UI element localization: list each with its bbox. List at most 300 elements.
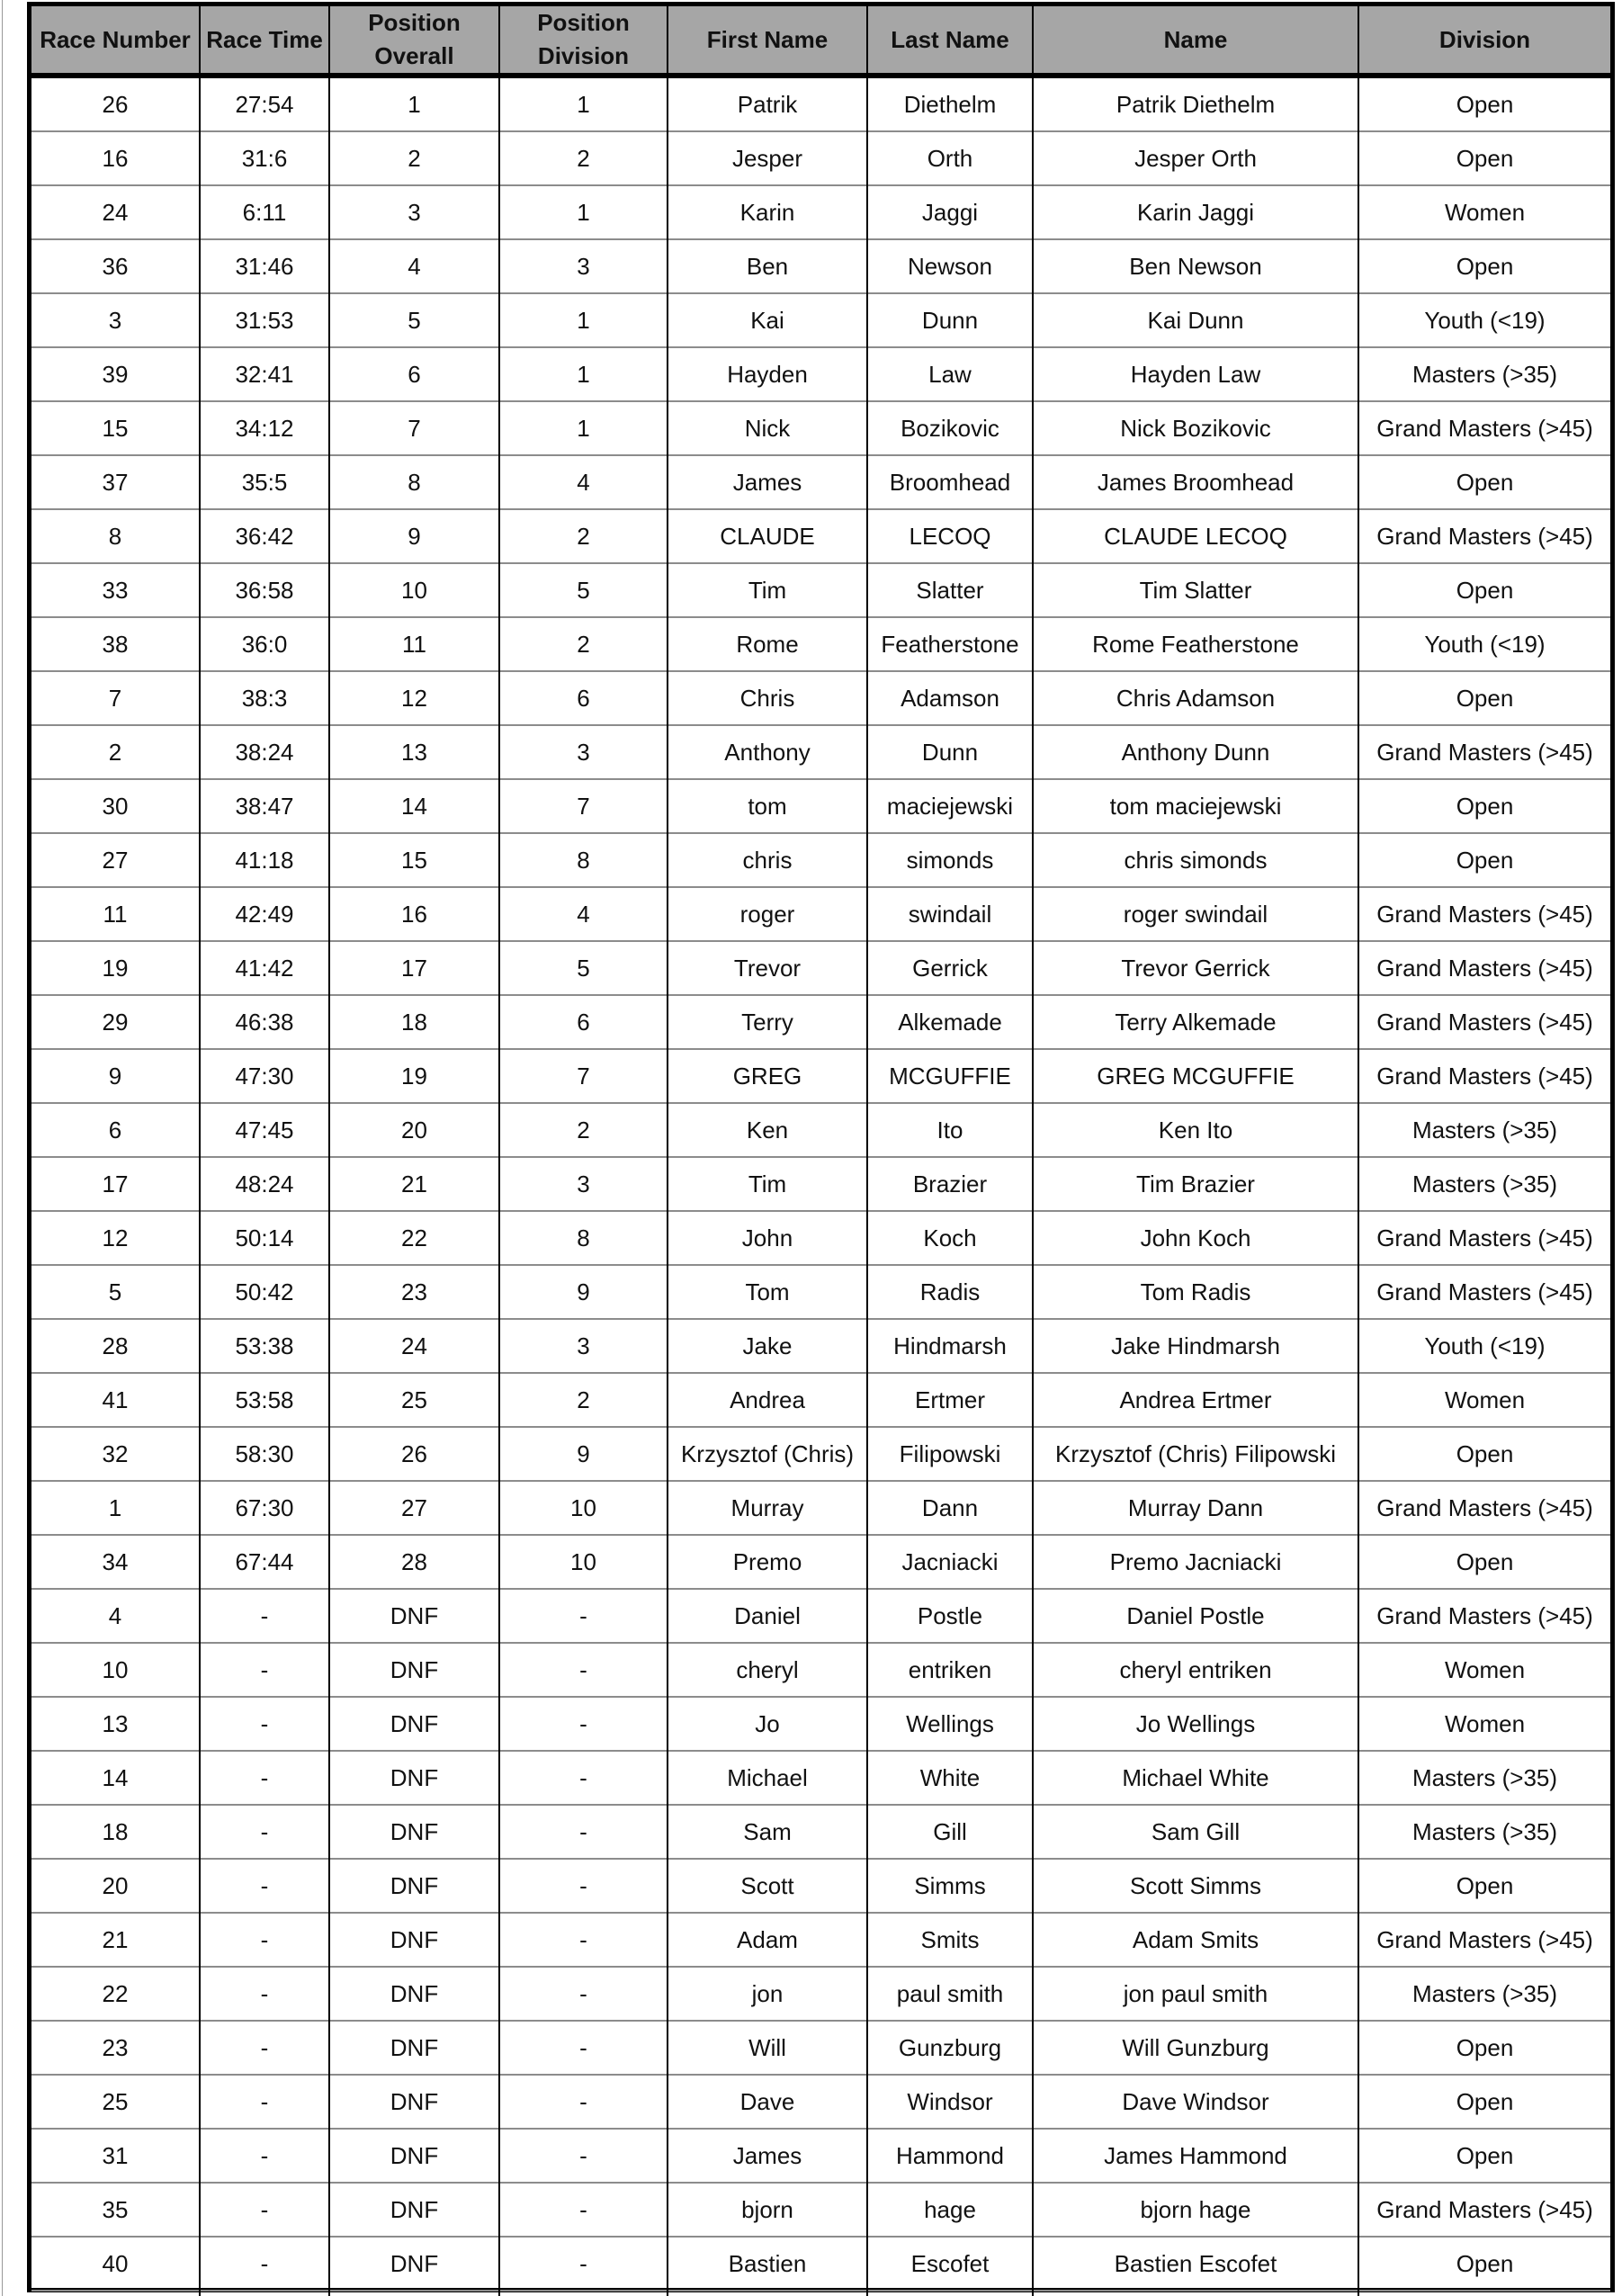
division-cell: Women — [1358, 1643, 1610, 1697]
table-row — [31, 1535, 1610, 1589]
header-name — [1033, 6, 1358, 76]
race-number-cell: 39 — [31, 347, 200, 401]
table-row — [31, 1427, 1610, 1481]
name-cell: Adam Smits — [1033, 1913, 1358, 1967]
division-cell: Grand Masters (>45) — [1358, 509, 1610, 563]
table-row — [31, 1589, 1610, 1643]
table-row — [31, 1049, 1610, 1103]
table-row — [31, 1481, 1610, 1535]
position-overall-cell: DNF — [329, 1913, 499, 1967]
header-position-overall — [329, 6, 499, 76]
race-time-cell: 46:38 — [200, 995, 329, 1049]
first-name-cell: Nick — [668, 401, 867, 455]
header-row — [31, 6, 1610, 76]
race-time-cell: 47:30 — [200, 1049, 329, 1103]
table-row — [31, 1103, 1610, 1157]
position-division-cell: 3 — [499, 239, 668, 293]
position-division-cell: 2 — [499, 131, 668, 185]
position-division-cell: 3 — [499, 725, 668, 779]
table-row — [31, 1157, 1610, 1211]
first-name-cell: Will — [668, 2021, 867, 2075]
race-time-cell: 6:11 — [200, 185, 329, 239]
position-division-cell: 9 — [499, 1265, 668, 1319]
last-name-cell: MCGUFFIE — [867, 1049, 1033, 1103]
name-cell: tom maciejewski — [1033, 779, 1358, 833]
division-cell: Grand Masters (>45) — [1358, 1913, 1610, 1967]
position-overall-cell: DNF — [329, 1697, 499, 1751]
name-cell: roger swindail — [1033, 887, 1358, 941]
header-position-division — [499, 6, 668, 76]
last-name-cell — [867, 2291, 1033, 2296]
race-time-cell: 67:30 — [200, 1481, 329, 1535]
race-number-cell: 14 — [31, 1751, 200, 1805]
position-overall-cell — [329, 2291, 499, 2296]
last-name-cell: Newson — [867, 239, 1033, 293]
position-overall-cell: 18 — [329, 995, 499, 1049]
race-time-cell: 50:42 — [200, 1265, 329, 1319]
position-overall-cell: 23 — [329, 1265, 499, 1319]
name-cell: Rome Featherstone — [1033, 617, 1358, 671]
race-number-cell: 16 — [31, 131, 200, 185]
division-cell: Grand Masters (>45) — [1358, 1589, 1610, 1643]
position-division-cell: 1 — [499, 185, 668, 239]
first-name-cell: Jake — [668, 1319, 867, 1373]
position-overall-cell: 24 — [329, 1319, 499, 1373]
race-number-cell: 26 — [102, 90, 129, 118]
name-cell: chris simonds — [1033, 833, 1358, 887]
position-overall-cell: 3 — [329, 185, 499, 239]
race-number-cell: 5 — [31, 1265, 200, 1319]
name-cell: GREG MCGUFFIE — [1033, 1049, 1358, 1103]
last-name-cell: entriken — [867, 1643, 1033, 1697]
position-overall-cell: DNF — [329, 2075, 499, 2129]
division-cell: Open — [1358, 76, 1610, 131]
race-time-cell: 42:49 — [200, 887, 329, 941]
table-row — [31, 2183, 1610, 2237]
first-name-cell: Karin — [668, 185, 867, 239]
position-division-cell: 10 — [499, 1481, 668, 1535]
division-cell: Open — [1358, 671, 1610, 725]
division-cell: Youth (<19) — [1358, 1319, 1610, 1373]
race-time-cell: 67:44 — [200, 1535, 329, 1589]
table-row — [31, 1913, 1610, 1967]
last-name-cell: Jaggi — [867, 185, 1033, 239]
position-overall-cell: 19 — [329, 1049, 499, 1103]
last-name-cell: swindail — [867, 887, 1033, 941]
position-division-cell: - — [499, 1913, 668, 1967]
race-time-cell: 36:0 — [200, 617, 329, 671]
table-row — [31, 725, 1610, 779]
table-row — [31, 1751, 1610, 1805]
division-cell: Grand Masters (>45) — [1358, 1049, 1610, 1103]
header-division — [1358, 6, 1610, 76]
table-row — [31, 1805, 1610, 1859]
position-overall-cell: 8 — [329, 455, 499, 509]
first-name-cell: John — [668, 1211, 867, 1265]
first-name-cell: Tim — [668, 563, 867, 617]
race-time-cell: 53:58 — [200, 1373, 329, 1427]
race-time-cell: - — [200, 2183, 329, 2237]
name-cell: bjorn hage — [1033, 2183, 1358, 2237]
race-number-cell: 13 — [31, 1697, 200, 1751]
division-cell: Open — [1358, 455, 1610, 509]
column-header-text: Division — [537, 42, 630, 69]
race-number-cell: 24 — [31, 185, 200, 239]
table-row — [31, 887, 1610, 941]
table-row — [31, 1265, 1610, 1319]
division-cell: Youth (<19) — [1358, 293, 1610, 347]
race-number-cell: 11 — [31, 887, 200, 941]
race-time-cell: 31:46 — [200, 239, 329, 293]
name-cell: Hayden Law — [1033, 347, 1358, 401]
name-cell: Will Gunzburg — [1033, 2021, 1358, 2075]
position-overall-cell: 7 — [329, 401, 499, 455]
position-overall-cell: 11 — [329, 617, 499, 671]
name-cell: Trevor Gerrick — [1033, 941, 1358, 995]
division-cell: Open — [1358, 2129, 1610, 2183]
last-name-cell: Ito — [867, 1103, 1033, 1157]
table-row — [31, 76, 1610, 131]
position-overall-cell: DNF — [329, 1859, 499, 1913]
last-name-cell: Postle — [867, 1589, 1033, 1643]
first-name-cell: Kai — [668, 293, 867, 347]
first-name-cell: James — [668, 2129, 867, 2183]
header-race-number — [31, 6, 200, 76]
race-time-cell: 38:47 — [200, 779, 329, 833]
position-division-cell: - — [499, 1697, 668, 1751]
position-division-cell: 2 — [499, 509, 668, 563]
table-row — [31, 509, 1610, 563]
name-cell: Premo Jacniacki — [1033, 1535, 1358, 1589]
table-row — [31, 2129, 1610, 2183]
race-time-cell: - — [200, 2237, 329, 2291]
first-name-cell: Bastien — [668, 2237, 867, 2291]
name-cell: cheryl entriken — [1033, 1643, 1358, 1697]
table-row — [31, 1319, 1610, 1373]
first-name-cell: Scott — [668, 1859, 867, 1913]
division-cell: Open — [1358, 833, 1610, 887]
last-name-cell: Gunzburg — [867, 2021, 1033, 2075]
position-division-cell: 2 — [499, 1373, 668, 1427]
position-division-cell: 7 — [499, 1049, 668, 1103]
column-header-text: Race Time — [206, 25, 323, 53]
first-name-cell: tom — [668, 779, 867, 833]
column-header-text: First Name — [706, 25, 829, 53]
division-cell: Masters (>35) — [1358, 1967, 1610, 2021]
first-name-cell: Chris — [668, 671, 867, 725]
last-name-cell: Dunn — [867, 293, 1033, 347]
race-number-cell: 6 — [31, 1103, 200, 1157]
table-row — [31, 941, 1610, 995]
division-cell: Grand Masters (>45) — [1358, 887, 1610, 941]
last-name-cell: Koch — [867, 1211, 1033, 1265]
name-cell: Anthony Dunn — [1033, 725, 1358, 779]
position-overall-cell: 27 — [329, 1481, 499, 1535]
first-name-cell: Anthony — [668, 725, 867, 779]
first-name-cell: Ken — [668, 1103, 867, 1157]
last-name-cell: Windsor — [867, 2075, 1033, 2129]
table-row — [31, 2021, 1610, 2075]
race-time-cell: 41:42 — [200, 941, 329, 995]
race-number-cell: 37 — [31, 455, 200, 509]
race-number-cell: 9 — [31, 1049, 200, 1103]
race-number-cell: 18 — [31, 1805, 200, 1859]
race-time-cell: 31:53 — [200, 293, 329, 347]
name-cell: Jake Hindmarsh — [1033, 1319, 1358, 1373]
first-name-cell: CLAUDE — [668, 509, 867, 563]
last-name-cell: paul smith — [867, 1967, 1033, 2021]
race-time-cell: - — [200, 1643, 329, 1697]
position-overall-cell: 22 — [329, 1211, 499, 1265]
table-row — [31, 995, 1610, 1049]
table-row — [31, 401, 1610, 455]
position-division-cell: - — [499, 1967, 668, 2021]
name-cell: Dave Windsor — [1033, 2075, 1358, 2129]
name-cell: Kai Dunn — [1033, 293, 1358, 347]
position-overall-cell: 9 — [329, 509, 499, 563]
header-first-name — [668, 6, 867, 76]
table-row — [31, 833, 1610, 887]
position-overall-cell: 15 — [329, 833, 499, 887]
position-division-cell: 1 — [499, 401, 668, 455]
division-cell: Open — [1358, 2075, 1610, 2129]
race-number-cell: 17 — [31, 1157, 200, 1211]
race-time-cell: - — [200, 1859, 329, 1913]
first-name-cell: roger — [668, 887, 867, 941]
last-name-cell: Dann — [867, 1481, 1033, 1535]
position-division-cell: 2 — [499, 617, 668, 671]
position-division-cell: - — [499, 2021, 668, 2075]
race-time-cell: - — [200, 1589, 329, 1643]
position-division-cell: 5 — [499, 941, 668, 995]
position-overall-cell: 2 — [329, 131, 499, 185]
division-cell: Grand Masters (>45) — [1358, 2183, 1610, 2237]
position-division-cell: 6 — [499, 995, 668, 1049]
position-overall-cell: 4 — [329, 239, 499, 293]
race-time-cell: 35:5 — [200, 455, 329, 509]
column-header-text: Division — [1438, 25, 1531, 53]
last-name-cell: Filipowski — [867, 1427, 1033, 1481]
last-name-cell: Hammond — [867, 2129, 1033, 2183]
position-overall-cell: 1 — [329, 76, 499, 131]
position-overall-cell: DNF — [329, 1805, 499, 1859]
table-row — [31, 1373, 1610, 1427]
first-name-cell: Jesper — [668, 131, 867, 185]
first-name-cell: Krzysztof (Chris) — [668, 1427, 867, 1481]
race-number-cell: 32 — [31, 1427, 200, 1481]
name-cell: Ben Newson — [1033, 239, 1358, 293]
race-time-cell: 53:38 — [200, 1319, 329, 1373]
last-name-cell: Hindmarsh — [867, 1319, 1033, 1373]
last-name-cell: simonds — [867, 833, 1033, 887]
division-cell: Grand Masters (>45) — [1358, 941, 1610, 995]
race-number-cell: 2 — [31, 725, 200, 779]
race-number-cell: 36 — [31, 239, 200, 293]
race-time-cell: 41:18 — [200, 833, 329, 887]
last-name-cell: Bozikovic — [867, 401, 1033, 455]
division-cell: Open — [1358, 1427, 1610, 1481]
table-header — [31, 6, 1610, 76]
race-number-cell: 1 — [31, 1481, 200, 1535]
position-division-cell: - — [499, 2183, 668, 2237]
position-division-cell: 1 — [499, 293, 668, 347]
division-cell: Grand Masters (>45) — [1358, 401, 1610, 455]
last-name-cell: hage — [867, 2183, 1033, 2237]
position-division-cell — [499, 2291, 668, 2296]
table-body — [31, 76, 1610, 2296]
position-division-cell: - — [499, 2237, 668, 2291]
division-cell: Masters (>35) — [1358, 347, 1610, 401]
position-overall-cell: DNF — [329, 1589, 499, 1643]
last-name-cell: Simms — [867, 1859, 1033, 1913]
race-number-cell: 7 — [31, 671, 200, 725]
division-cell: Masters (>35) — [1358, 1751, 1610, 1805]
position-division-cell: 3 — [499, 1319, 668, 1373]
position-division-cell: 3 — [499, 1157, 668, 1211]
name-cell: Patrik Diethelm — [1033, 76, 1358, 131]
division-cell: Open — [1358, 1859, 1610, 1913]
first-name-cell: Murray — [668, 1481, 867, 1535]
first-name-cell: Trevor — [668, 941, 867, 995]
division-cell: Masters (>35) — [1358, 1103, 1610, 1157]
position-division-cell: 1 — [499, 347, 668, 401]
name-cell: Tim Slatter — [1033, 563, 1358, 617]
name-cell: Karin Jaggi — [1033, 185, 1358, 239]
race-time-cell: 34:12 — [200, 401, 329, 455]
name-cell: Jo Wellings — [1033, 1697, 1358, 1751]
position-overall-cell: 12 — [329, 671, 499, 725]
column-header-text: Overall — [374, 42, 454, 69]
position-overall-cell: 16 — [329, 887, 499, 941]
first-name-cell: Adam — [668, 1913, 867, 1967]
race-time-cell: 36:58 — [200, 563, 329, 617]
division-cell: Masters (>35) — [1358, 1157, 1610, 1211]
position-division-cell: - — [499, 1589, 668, 1643]
race-time-cell: 27:54 — [200, 76, 329, 131]
last-name-cell: LECOQ — [867, 509, 1033, 563]
name-cell: Scott Simms — [1033, 1859, 1358, 1913]
race-time-cell: 48:24 — [200, 1157, 329, 1211]
last-name-cell: Jacniacki — [867, 1535, 1033, 1589]
race-time-cell: 58:30 — [200, 1427, 329, 1481]
first-name-cell: Sam — [668, 1805, 867, 1859]
race-time-cell: 32:41 — [200, 347, 329, 401]
page-edge-line — [2, 0, 3, 2296]
first-name-cell: chris — [668, 833, 867, 887]
last-name-cell: Escofet — [867, 2237, 1033, 2291]
race-time-cell: - — [200, 1751, 329, 1805]
last-name-cell: Adamson — [867, 671, 1033, 725]
table-row — [31, 779, 1610, 833]
name-cell: Krzysztof (Chris) Filipowski — [1033, 1427, 1358, 1481]
race-results-table — [31, 6, 1610, 2296]
table-row — [31, 293, 1610, 347]
last-name-cell: Brazier — [867, 1157, 1033, 1211]
last-name-cell: Gill — [867, 1805, 1033, 1859]
last-name-cell: Alkemade — [867, 995, 1033, 1049]
position-overall-cell: DNF — [329, 1643, 499, 1697]
first-name-cell: Hayden — [668, 347, 867, 401]
race-number-cell — [31, 2291, 200, 2296]
race-number-cell: 40 — [31, 2237, 200, 2291]
last-name-cell: Slatter — [867, 563, 1033, 617]
position-division-cell: - — [499, 2075, 668, 2129]
race-number-cell: 29 — [31, 995, 200, 1049]
position-overall-cell: 10 — [329, 563, 499, 617]
table-row — [31, 1967, 1610, 2021]
first-name-cell — [668, 2291, 867, 2296]
name-cell: Tim Brazier — [1033, 1157, 1358, 1211]
name-cell: Terry Alkemade — [1033, 995, 1358, 1049]
division-cell — [1358, 2291, 1610, 2296]
division-cell: Grand Masters (>45) — [1358, 1265, 1610, 1319]
last-name-cell: Featherstone — [867, 617, 1033, 671]
position-overall-cell: 6 — [329, 347, 499, 401]
race-number-cell: 38 — [31, 617, 200, 671]
position-overall-cell: 28 — [329, 1535, 499, 1589]
position-division-cell: 7 — [499, 779, 668, 833]
division-cell: Grand Masters (>45) — [1358, 995, 1610, 1049]
header-last-name — [867, 6, 1033, 76]
race-time-cell: 31:6 — [200, 131, 329, 185]
race-number-cell: 3 — [31, 293, 200, 347]
column-header-text: Last Name — [891, 25, 1009, 53]
last-name-cell: maciejewski — [867, 779, 1033, 833]
race-number-cell: 4 — [31, 1589, 200, 1643]
table-row — [31, 1211, 1610, 1265]
name-cell: Andrea Ertmer — [1033, 1373, 1358, 1427]
division-cell: Open — [1358, 1535, 1610, 1589]
position-division-cell: - — [499, 2129, 668, 2183]
division-cell: Open — [1358, 2237, 1610, 2291]
table-row — [31, 1697, 1610, 1751]
position-division-cell: - — [499, 1643, 668, 1697]
position-overall-cell: DNF — [329, 1751, 499, 1805]
name-cell: Ken Ito — [1033, 1103, 1358, 1157]
first-name-cell: cheryl — [668, 1643, 867, 1697]
table-row — [31, 1643, 1610, 1697]
name-cell — [1033, 2291, 1358, 2296]
last-name-cell: Gerrick — [867, 941, 1033, 995]
position-division-cell: - — [499, 1859, 668, 1913]
table-row — [31, 131, 1610, 185]
position-overall-cell: 17 — [329, 941, 499, 995]
last-name-cell: Wellings — [867, 1697, 1033, 1751]
position-overall-cell: 20 — [329, 1103, 499, 1157]
first-name-cell: Tim — [668, 1157, 867, 1211]
last-name-cell: Diethelm — [867, 76, 1033, 131]
name-cell: John Koch — [1033, 1211, 1358, 1265]
first-name-cell: Premo — [668, 1535, 867, 1589]
first-name-cell: James — [668, 455, 867, 509]
division-cell: Open — [1358, 131, 1610, 185]
race-time-cell: 36:42 — [200, 509, 329, 563]
race-number-cell: 35 — [31, 2183, 200, 2237]
race-number-cell: 19 — [31, 941, 200, 995]
race-number-cell: 34 — [31, 1535, 200, 1589]
name-cell: Murray Dann — [1033, 1481, 1358, 1535]
division-cell: Open — [1358, 563, 1610, 617]
race-time-cell: - — [200, 1805, 329, 1859]
race-time-cell: - — [200, 1697, 329, 1751]
race-time-cell: - — [200, 2129, 329, 2183]
name-cell: Michael White — [1033, 1751, 1358, 1805]
position-overall-cell: DNF — [329, 2129, 499, 2183]
first-name-cell: Dave — [668, 2075, 867, 2129]
race-number-cell: 25 — [31, 2075, 200, 2129]
position-division-cell: 8 — [499, 833, 668, 887]
header-race-time — [200, 6, 329, 76]
